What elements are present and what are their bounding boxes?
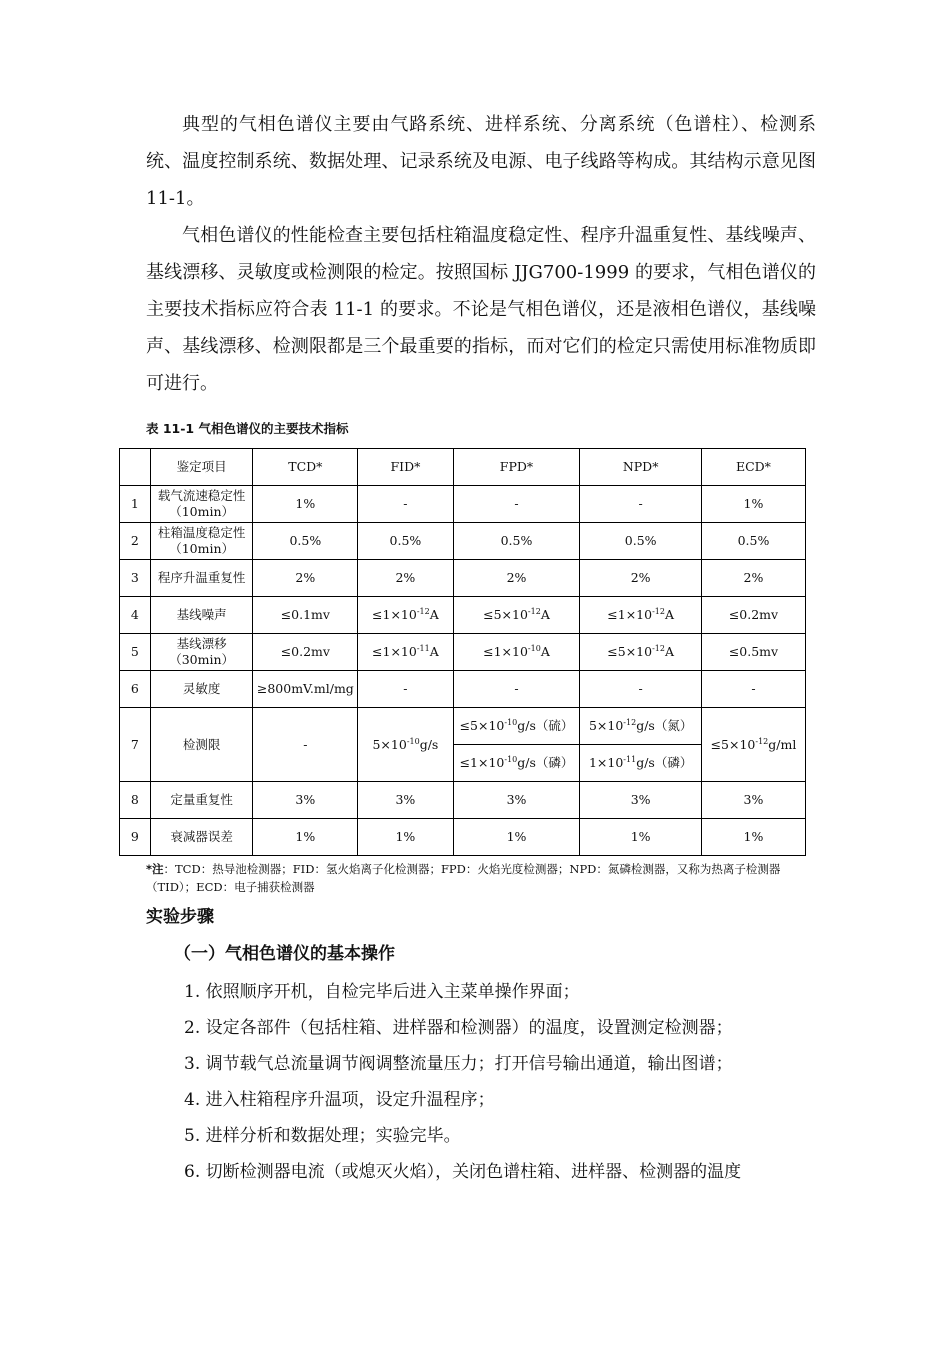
npd-cell: 1%: [580, 819, 702, 856]
step-item: 1. 依照顺序开机，自检完毕后进入主菜单操作界面；: [184, 982, 580, 1002]
value-exponent: -10: [527, 643, 541, 653]
value-unit: A: [540, 607, 550, 622]
tcd-cell: 1%: [253, 486, 358, 523]
row-item: 载气流速稳定性（10min）: [150, 486, 253, 523]
step-item: 2. 设定各部件（包括柱箱、进样器和检测器）的温度，设置测定检测器；: [184, 1018, 733, 1038]
value-base: ≤5×10: [459, 718, 505, 733]
fid-cell: -: [358, 671, 453, 708]
row-item: 灵敏度: [150, 671, 253, 708]
row-number: 3: [120, 560, 151, 597]
document-page: [130, 106, 816, 1190]
header-cell: FID*: [358, 449, 453, 486]
row-number: 7: [120, 708, 151, 782]
fpd-cell: 0.5%: [453, 523, 580, 560]
spec-table: [119, 448, 806, 856]
row-item: 检测限: [150, 708, 253, 782]
npd-cell: [580, 597, 702, 634]
npd-cell: 3%: [580, 782, 702, 819]
table-note: [146, 860, 816, 896]
value-unit: A: [429, 607, 439, 622]
npd-cell: -: [580, 486, 702, 523]
header-cell: NPD*: [580, 449, 702, 486]
table-caption: 表 11-1 气相色谱仪的主要技术指标: [146, 421, 349, 436]
npd-phosphorus-cell: [580, 745, 702, 782]
value-exponent: -10: [504, 717, 518, 727]
value-base: ≤1×10: [372, 607, 417, 622]
row-number: 1: [120, 486, 151, 523]
ecd-cell: ≤0.5mv: [701, 634, 805, 671]
header-cell: [120, 449, 151, 486]
step-item: 5. 进样分析和数据处理；实验完毕。: [184, 1126, 461, 1146]
npd-cell: 0.5%: [580, 523, 702, 560]
value-exponent: -12: [623, 717, 637, 727]
fpd-cell: -: [453, 486, 580, 523]
fpd-cell: -: [453, 671, 580, 708]
value-unit: A: [664, 607, 675, 622]
ecd-cell: [701, 708, 805, 782]
row-item: 衰减器误差: [150, 819, 253, 856]
value-exponent: -12: [416, 606, 430, 616]
fid-cell: 1%: [358, 819, 453, 856]
fid-cell: [358, 597, 453, 634]
ecd-cell: 3%: [701, 782, 805, 819]
tcd-cell: ≥800mV.ml/mg: [253, 671, 358, 708]
table-row: [120, 782, 806, 819]
value-base: ≤1×10: [372, 644, 417, 659]
fpd-phosphorus-cell: [453, 745, 580, 782]
value-exponent: -11: [623, 754, 637, 764]
tcd-cell: -: [253, 708, 358, 782]
fid-cell: [358, 634, 453, 671]
row-number: 8: [120, 782, 151, 819]
row-number: 2: [120, 523, 151, 560]
table-row: [120, 597, 806, 634]
step-item: 3. 调节载气总流量调节阀调整流量压力；打开信号输出通道，输出图谱；: [184, 1054, 733, 1074]
ecd-cell: 0.5%: [701, 523, 805, 560]
ecd-cell: 2%: [701, 560, 805, 597]
step-item: 6. 切断检测器电流（或熄灭火焰），关闭色谱柱箱、进样器、检测器的温度: [184, 1162, 742, 1182]
fpd-cell: 1%: [453, 819, 580, 856]
value-exponent: -12: [652, 643, 665, 653]
row-number: 9: [120, 819, 151, 856]
value-unit: g/s（磷）: [517, 755, 574, 770]
value-base: ≤5×10: [607, 644, 653, 659]
value-exponent: -10: [406, 736, 420, 746]
table-header-row: [120, 449, 806, 486]
row-item: 基线噪声: [150, 597, 253, 634]
npd-cell: 2%: [580, 560, 702, 597]
fpd-sulfur-cell: [453, 708, 580, 745]
value-unit: g/ml: [768, 736, 797, 752]
fpd-cell: [453, 634, 580, 671]
row-item: 基线漂移（30min）: [150, 634, 253, 671]
table-row: [120, 523, 806, 560]
value-exponent: -12: [652, 606, 665, 616]
value-unit: g/s（磷）: [636, 755, 693, 770]
value-exponent: -12: [527, 606, 541, 616]
tcd-cell: 0.5%: [253, 523, 358, 560]
value-base: ≤5×10: [710, 736, 756, 752]
step-item: 4. 进入柱箱程序升温项，设定升温程序；: [184, 1090, 495, 1110]
npd-nitrogen-cell: [580, 708, 702, 745]
header-cell: ECD*: [701, 449, 805, 486]
header-cell: 鉴定项目: [150, 449, 253, 486]
fid-cell: 3%: [358, 782, 453, 819]
intro-paragraph-1: 典型的气相色谱仪主要由气路系统、进样系统、分离系统（色谱柱）、检测系统、温度控制系统、数据处理、记录系统及电源、电子线路等构成。其结构示意见图 11-1。: [146, 114, 816, 209]
value-base: 5×10: [588, 718, 624, 733]
value-exponent: -12: [755, 736, 769, 746]
header-cell: FPD*: [453, 449, 580, 486]
fid-cell: [358, 708, 453, 782]
value-base: ≤5×10: [483, 607, 528, 622]
value-unit: A: [540, 644, 550, 659]
npd-cell: -: [580, 671, 702, 708]
table-row: [120, 708, 806, 745]
fid-cell: -: [358, 486, 453, 523]
tcd-cell: ≤0.1mv: [253, 597, 358, 634]
value-exponent: -10: [504, 754, 518, 764]
header-cell: TCD*: [253, 449, 358, 486]
value-base: ≤1×10: [483, 644, 528, 659]
value-unit: A: [664, 644, 675, 659]
ecd-cell: -: [701, 671, 805, 708]
table-row: [120, 819, 806, 856]
ecd-cell: 1%: [701, 486, 805, 523]
row-item: 柱箱温度稳定性（10min）: [150, 523, 253, 560]
ecd-cell: ≤0.2mv: [701, 597, 805, 634]
note-text: ：TCD：热导池检测器；FID：氢火焰离子化检测器；FPD：火焰光度检测器；NPD：氮磷检测器，又称为热离子检测器（TID）；ECD：电子捕获检测器: [146, 862, 781, 894]
fpd-cell: 3%: [453, 782, 580, 819]
row-number: 5: [120, 634, 151, 671]
fpd-cell: [453, 597, 580, 634]
tcd-cell: ≤0.2mv: [253, 634, 358, 671]
row-number: 4: [120, 597, 151, 634]
tcd-cell: 3%: [253, 782, 358, 819]
value-unit: g/s（硫）: [517, 718, 574, 733]
value-base: ≤1×10: [607, 607, 653, 622]
fpd-cell: 2%: [453, 560, 580, 597]
table-row: [120, 560, 806, 597]
table-row: [120, 486, 806, 523]
ecd-cell: 1%: [701, 819, 805, 856]
table-row: [120, 634, 806, 671]
npd-cell: [580, 634, 702, 671]
value-unit: g/s（氮）: [636, 718, 693, 733]
intro-paragraph-2: 气相色谱仪的性能检查主要包括柱箱温度稳定性、程序升温重复性、基线噪声、基线漂移、灵敏度或检测限的检定。按照国标 JJG700-1999 的要求，气相色谱仪的主要技术指标应符合表 11-1 的要求。不论是气相色谱仪，还是液相色谱仪，基线噪声、基线漂移、检测限都是三个最重要的指标，而对它们的检定只需使用标准物质即可进行。: [146, 225, 816, 394]
value-base: 1×10: [588, 755, 624, 770]
table-row: [120, 671, 806, 708]
row-item: 程序升温重复性: [150, 560, 253, 597]
value-exponent: -11: [416, 643, 430, 653]
value-unit: g/s: [419, 736, 439, 752]
row-number: 6: [120, 671, 151, 708]
value-base: 5×10: [372, 736, 407, 752]
fid-cell: 0.5%: [358, 523, 453, 560]
note-label: *注: [146, 862, 164, 876]
subsection-title: （一）气相色谱仪的基本操作: [174, 944, 395, 964]
section-title: 实验步骤: [146, 907, 214, 927]
value-unit: A: [429, 644, 439, 659]
row-item: 定量重复性: [150, 782, 253, 819]
fid-cell: 2%: [358, 560, 453, 597]
tcd-cell: 1%: [253, 819, 358, 856]
value-base: ≤1×10: [459, 755, 505, 770]
tcd-cell: 2%: [253, 560, 358, 597]
